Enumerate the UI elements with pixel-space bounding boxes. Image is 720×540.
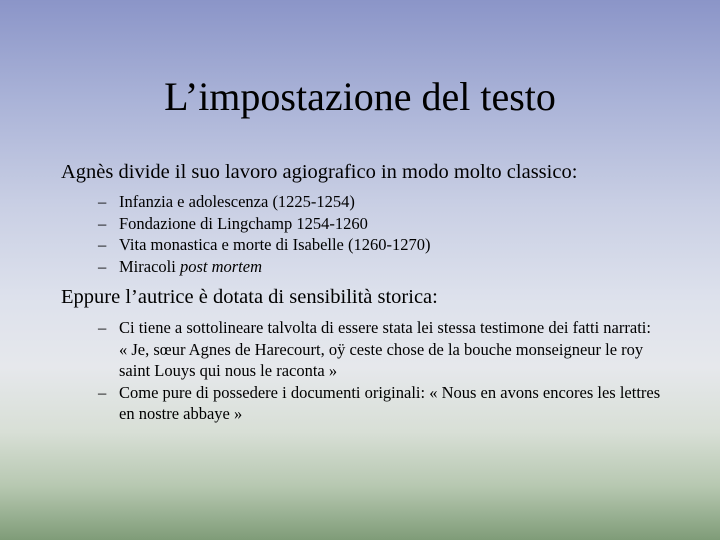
dash-marker: – xyxy=(98,382,107,402)
sub-item-label: Fondazione di Lingchamp 1254-1260 xyxy=(119,213,368,233)
bullet-agnes-divide: Agnès divide il suo lavoro agiografico in modo molto classico: xyxy=(61,161,578,183)
bullet-eppure: Eppure l’autrice è dotata di sensibilità storica: xyxy=(61,286,438,308)
dash-marker: – xyxy=(98,213,107,233)
sub-list-sensibilita xyxy=(61,317,661,425)
sub-item-label: Vita monastica e morte di Isabelle (1260-1270) xyxy=(119,235,431,254)
sub-item-documenti xyxy=(61,382,661,425)
dash-marker: – xyxy=(98,192,107,211)
dash-marker: – xyxy=(98,235,107,254)
sub-item-fondazione xyxy=(61,213,661,235)
sub-item-label: Infanzia e adolescenza (1225-1254) xyxy=(119,192,355,211)
dash-marker: – xyxy=(98,318,107,337)
sub-item-testimone xyxy=(61,317,661,382)
sub-item-label: Come pure di possedere i documenti originali: « Nous en avons encores les lettres en nostre abbaye » xyxy=(119,382,661,423)
sub-item-label: Ci tiene a sottolineare talvolta di essere stata lei stessa testimone dei fatti narrati: « Je, sœur Agnes de Harecourt, oÿ ceste chose de la bouche monseigneur le roy saint Louys qui nous le raconta » xyxy=(119,318,651,380)
dash-marker: – xyxy=(98,256,107,276)
sub-item-infanzia xyxy=(61,191,661,213)
slide-title: L’impostazione del testo xyxy=(164,74,556,119)
slide-body xyxy=(61,160,661,425)
sub-item-italic: post mortem xyxy=(179,256,262,276)
sub-list-sections xyxy=(61,191,661,277)
sub-item-miracoli xyxy=(61,256,661,278)
sub-item-vita xyxy=(61,234,661,256)
sub-item-label: Miracoli xyxy=(119,256,176,276)
